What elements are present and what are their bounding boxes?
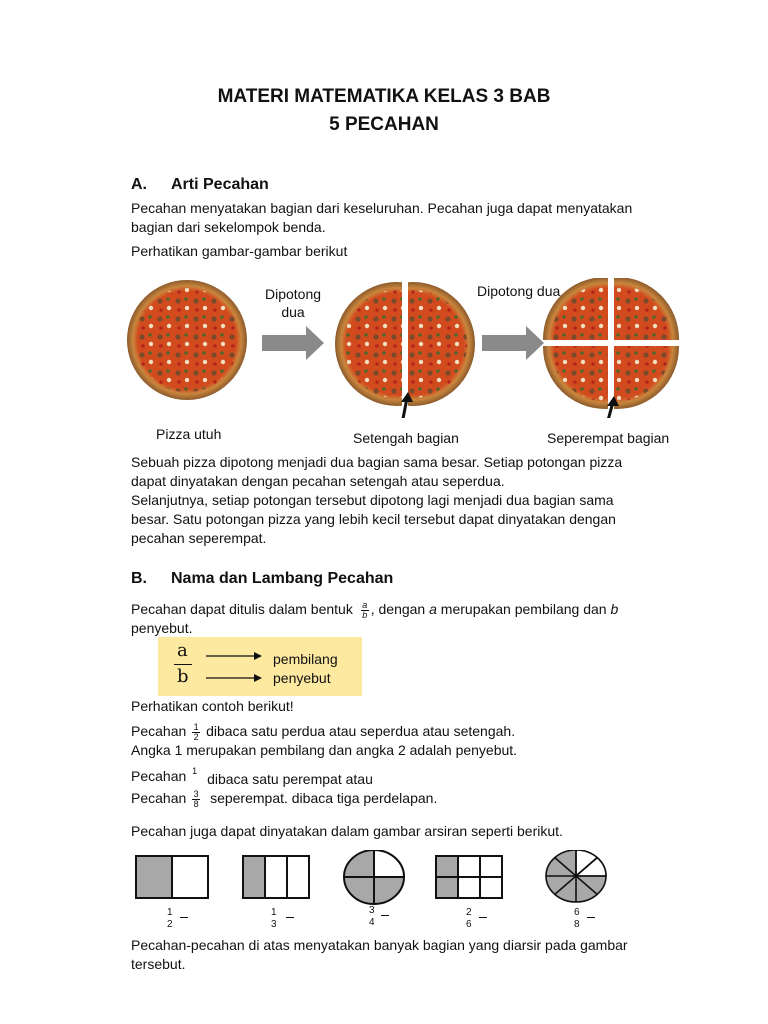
example1-line1	[131, 722, 515, 742]
page-title-line1: MATERI MATEMATIKA KELAS 3 BAB	[217, 86, 551, 107]
example1-fraction	[192, 723, 200, 742]
pizza-illustration	[120, 278, 690, 418]
shape-frac-3	[369, 905, 375, 929]
shape-frac-num: 1	[271, 907, 277, 918]
label-pembilang: pembilang	[273, 651, 338, 667]
shape-frac-den: 6	[466, 919, 472, 930]
para-b1-b: b	[610, 601, 619, 617]
label-cut2: Dipotong dua	[477, 283, 561, 299]
shape-frac-1	[167, 907, 173, 931]
page-title-line2: 5 PECAHAN	[329, 114, 439, 135]
example1-den: 2	[193, 731, 199, 742]
shape-frac-2	[271, 907, 277, 931]
section-b-title: Nama dan Lambang Pecahan	[171, 570, 394, 587]
shape-half-rect	[136, 856, 208, 898]
shape-eighth-circle	[546, 850, 606, 902]
example2-text: dibaca satu perempat atau	[207, 771, 373, 787]
example1-prefix: Pecahan	[131, 723, 187, 739]
example3-den: 8	[193, 798, 199, 809]
para-b1-line1	[131, 600, 618, 620]
example3-fraction	[192, 790, 200, 809]
pizza-whole	[127, 280, 247, 400]
para-b4-line2: tersebut.	[131, 956, 186, 972]
fraction-a-b	[361, 601, 369, 620]
example2-line	[131, 767, 373, 786]
shape-frac-den: 3	[271, 919, 277, 930]
caption-whole: Pizza utuh	[156, 426, 222, 442]
example2-prefix: Pecahan	[131, 768, 187, 784]
shape-frac-5	[574, 907, 580, 931]
example3-num: 3	[193, 788, 199, 799]
box-a: a	[177, 640, 188, 661]
shape-frac-den: 2	[167, 919, 173, 930]
caption-quarter: Seperempat bagian	[547, 430, 670, 446]
shape-frac-num: 6	[574, 907, 580, 918]
arrow-right-icon	[262, 326, 324, 360]
caption-half: Setengah bagian	[353, 430, 459, 446]
box-arrows	[204, 649, 264, 689]
shape-frac-num: 2	[466, 907, 472, 918]
para-a3-line1: Sebuah pizza dipotong menjadi dua bagian sama besar. Setiap potongan pizza	[131, 454, 623, 470]
para-a3-line4: besar. Satu potongan pizza yang lebih kecil tersebut dapat dinyatakan dengan	[131, 511, 616, 527]
para-a3-line3: Selanjutnya, setiap potongan tersebut dipotong lagi menjadi dua bagian sama	[131, 492, 614, 508]
example2-num: 1	[192, 766, 198, 776]
example1-text: dibaca satu perdua atau seperdua atau setengah.	[206, 723, 516, 739]
label-cut1-line1: Dipotong	[264, 286, 322, 302]
example3-prefix: Pecahan	[131, 790, 187, 806]
para-b1-before: Pecahan dapat ditulis dalam bentuk	[131, 601, 353, 617]
pizza-half	[335, 282, 475, 406]
para-a2: Perhatikan gambar-gambar berikut	[131, 243, 348, 259]
para-b1-after1: , dengan	[370, 601, 430, 617]
para-a1-line2: bagian dari sekelompok benda.	[131, 219, 326, 235]
para-a1-line1: Pecahan menyatakan bagian dari keseluruhan. Pecahan juga dapat menyatakan	[131, 200, 633, 216]
example3-line	[131, 789, 437, 809]
arrow-right-icon	[482, 326, 544, 360]
fraction-shapes	[130, 850, 620, 906]
para-a3-line2: dapat dinyatakan dengan pecahan setengah atau seperdua.	[131, 473, 505, 489]
para-b3: Pecahan juga dapat dinyatakan dalam gambar arsiran seperti berikut.	[131, 823, 563, 839]
shape-third-rect	[243, 856, 309, 898]
para-b1-after2: merupakan pembilang dan	[436, 601, 611, 617]
shape-quarter-circle	[344, 850, 404, 904]
section-b-letter: B.	[131, 570, 147, 587]
pizza-quarter	[543, 278, 679, 409]
label-penyebut: penyebut	[273, 670, 331, 686]
shape-frac-num: 1	[167, 907, 173, 918]
fraction-num: a	[362, 599, 368, 610]
shape-frac-num: 3	[369, 905, 375, 916]
fraction-den: b	[362, 609, 368, 620]
example2-fraction	[192, 767, 197, 776]
numerator-denominator-box	[158, 637, 362, 696]
example1-num: 1	[193, 721, 199, 732]
example1-line2: Angka 1 merupakan pembilang dan angka 2 adalah penyebut.	[131, 742, 518, 758]
shape-frac-den: 8	[574, 919, 580, 930]
para-b4-line1: Pecahan-pecahan di atas menyatakan banyak bagian yang diarsir pada gambar	[131, 937, 628, 953]
shape-sixth-rect	[436, 856, 502, 898]
label-cut1-line2: dua	[281, 304, 305, 320]
shape-frac-4	[466, 907, 472, 931]
para-a3-line5: pecahan seperempat.	[131, 530, 267, 546]
section-a-title: Arti Pecahan	[171, 176, 269, 193]
para-b1-a: a	[429, 601, 437, 617]
box-b: b	[177, 666, 189, 687]
para-b2: Perhatikan contoh berikut!	[131, 698, 294, 714]
example3-text: seperempat. dibaca tiga perdelapan.	[210, 790, 438, 806]
section-a-letter: A.	[131, 176, 147, 193]
para-b1-line2: penyebut.	[131, 620, 193, 636]
shape-frac-den: 4	[369, 917, 375, 928]
